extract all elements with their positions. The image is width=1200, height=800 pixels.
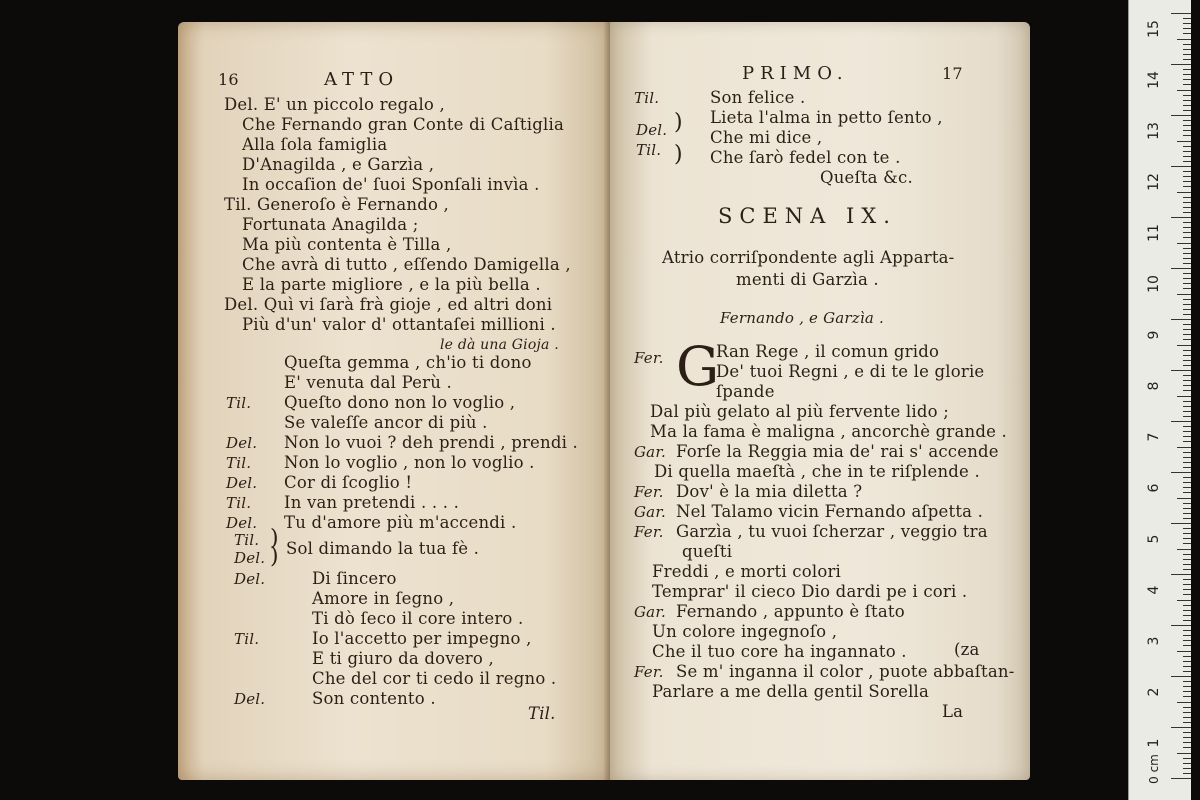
ruler-tick [1183,197,1191,198]
ruler-tick [1177,243,1191,244]
ruler-tick [1177,498,1191,499]
text-line: Del. E' un piccolo regalo , [224,95,445,114]
text-line: Temprar' il cieco Dio dardi pe i cori . [652,582,968,601]
ruler-number: 14 [1146,71,1162,89]
text-line: Ti dò ſeco il core intero . [312,609,524,628]
text-line: Ma la fama è maligna , ancorchè grande . [650,422,1007,441]
speaker-label: Til. [636,141,662,159]
scene-characters: Fernando , e Garzìa . [720,309,884,327]
ruler-tick [1183,33,1191,34]
ruler-tick [1183,212,1191,213]
text-line: Di quella maeſtà , che in te riſplende . [654,462,980,481]
ruler-tick [1183,656,1191,657]
ruler-tick [1183,253,1191,254]
ruler-tick [1171,217,1191,218]
ruler-tick [1183,737,1191,738]
ruler-tick [1183,120,1191,121]
ruler-tick [1177,702,1191,703]
catchword: La [942,702,964,721]
ruler-tick [1183,457,1191,458]
right-page [610,22,1030,780]
ruler-tick [1183,528,1191,529]
ruler-tick [1171,727,1191,728]
scene-setting: menti di Garzìa . [736,270,879,289]
ruler-tick [1171,115,1191,116]
running-header: ATTO [324,69,400,90]
ruler-tick [1171,676,1191,677]
ruler-tick [1183,365,1191,366]
text-line: Più d'un' valor d' ottantaſei millioni . [242,315,556,334]
ruler-tick [1183,59,1191,60]
text-line: Non lo vuoi ? deh prendi , prendi . [284,433,578,452]
ruler-tick [1183,237,1191,238]
text-line: Di ſincero [312,569,397,588]
ruler-tick [1177,396,1191,397]
text-line: Son contento . [312,689,436,708]
ruler-tick [1183,314,1191,315]
text-line: Se valeſſe ancor di più . [284,413,488,432]
ruler-tick [1183,569,1191,570]
ruler-number: 1 [1146,738,1162,748]
ruler-tick [1183,23,1191,24]
text-line: ſpande [716,382,775,401]
ruler-tick [1183,100,1191,101]
ruler-number: 6 [1146,483,1162,493]
ruler-tick [1183,661,1191,662]
ruler-number: 5 [1146,534,1162,544]
text-line: Io l'accetto per impegno , [312,629,532,648]
text-line: Son felice . [710,88,806,107]
ruler-tick [1183,222,1191,223]
text-line: Non lo voglio , non lo voglio . [284,453,535,472]
ruler-tick [1183,350,1191,351]
ruler-tick [1183,329,1191,330]
ruler-tick [1183,773,1191,774]
text-line: Freddi , e morti colori [652,562,842,581]
text-line: Dal più gelato al più fervente lido ; [650,402,949,421]
open-book [178,22,1058,780]
ruler-tick [1183,645,1191,646]
speaker-label: Del. [234,690,266,708]
ruler-tick [1183,130,1191,131]
ruler-tick [1183,696,1191,697]
text-line: De' tuoi Regni , e di te le glorie [716,362,985,381]
ruler-number: 10 [1146,275,1162,293]
ruler-tick [1183,503,1191,504]
ruler-tick [1183,278,1191,279]
ruler-tick [1171,370,1191,371]
text-line: E ti giuro da dovero , [312,649,494,668]
text-line: Fernando , appunto è ſtato [676,602,905,621]
ruler-tick [1171,574,1191,575]
speaker-label: Del. [234,570,266,588]
speaker-label: Til. [226,394,252,412]
ruler-tick [1171,421,1191,422]
ruler-tick [1183,161,1191,162]
ruler-tick [1183,105,1191,106]
ruler-tick [1183,156,1191,157]
text-line: Che del cor ti cedo il regno . [312,669,557,688]
ruler-tick [1171,319,1191,320]
ruler-tick [1183,146,1191,147]
ruler-tick [1183,385,1191,386]
ruler-tick [1171,778,1191,779]
drop-cap: G [676,335,720,398]
ruler-tick [1183,579,1191,580]
text-line: Parlare a me della gentil Sorella [652,682,930,701]
ruler-label: 0 cm [1147,754,1161,784]
text-line: Che il tuo core ha ingannato . [652,642,907,661]
ruler-tick [1183,436,1191,437]
text-line: In occaſion de' ſuoi Sponſali invìa . [242,175,540,194]
ruler-tick [1177,39,1191,40]
ruler-tick [1183,630,1191,631]
ruler-tick [1183,273,1191,274]
ruler-tick [1183,54,1191,55]
speaker-label: Del. [226,474,258,492]
ruler-tick [1183,28,1191,29]
speaker-label: Til. [234,630,260,648]
ruler-tick [1177,345,1191,346]
ruler-tick [1183,135,1191,136]
ruler-tick [1171,268,1191,269]
speaker-label: Fer. [634,523,664,541]
ruler-tick [1183,309,1191,310]
ruler-tick [1183,84,1191,85]
ruler-tick [1183,487,1191,488]
speaker-label: Fer. [634,483,664,501]
ruler-tick [1183,181,1191,182]
ruler-tick [1183,207,1191,208]
measuring-ruler [1128,0,1191,800]
ruler-tick [1183,763,1191,764]
ruler-tick [1183,543,1191,544]
ruler-tick [1183,732,1191,733]
ruler-tick [1177,651,1191,652]
text-line: Tu d'amore più m'accendi . [284,513,517,532]
ruler-tick [1183,717,1191,718]
page-number: 16 [218,70,239,89]
ruler-number: 2 [1146,687,1162,697]
ruler-tick [1171,64,1191,65]
ruler-tick [1183,375,1191,376]
text-line: Til. Generoſo è Fernando , [224,195,449,214]
catchword: Til. [528,704,556,723]
ruler-tick [1183,635,1191,636]
speaker-label: Del. [636,121,668,139]
ruler-tick [1183,666,1191,667]
text-line: E' venuta dal Perù . [284,373,452,392]
ruler-tick [1183,401,1191,402]
ruler-tick [1183,742,1191,743]
text-line: Che mi dice , [710,128,823,147]
ruler-tick [1183,74,1191,75]
ruler-tick [1177,600,1191,601]
ruler-tick [1183,722,1191,723]
ruler-tick [1177,447,1191,448]
text-line: Queſta &c. [820,168,913,187]
left-page [178,22,610,780]
ruler-tick [1177,294,1191,295]
ruler-tick [1183,615,1191,616]
ruler-tick [1183,559,1191,560]
ruler-tick [1183,482,1191,483]
ruler-number: 12 [1146,173,1162,191]
ruler-tick [1183,467,1191,468]
text-line: E la parte migliore , e la più bella . [242,275,541,294]
ruler-tick [1183,380,1191,381]
ruler-number: 9 [1146,330,1162,340]
ruler-tick [1183,263,1191,264]
ruler-tick [1183,288,1191,289]
ruler-tick [1183,610,1191,611]
scene-title: SCENA IX. [718,204,897,228]
ruler-number: 11 [1146,224,1162,242]
ruler-tick [1183,355,1191,356]
ruler-number: 7 [1146,432,1162,442]
ruler-tick [1183,258,1191,259]
speaker-label: Del. [226,514,258,532]
ruler-tick [1183,227,1191,228]
text-line: Alla ſola famiglia [242,135,388,154]
ruler-number: 4 [1146,585,1162,595]
ruler-tick [1183,110,1191,111]
running-header: PRIMO. [742,63,849,84]
speaker-label: Til. [234,531,260,549]
text-line: Amore in ſegno , [312,589,455,608]
ruler-tick [1183,671,1191,672]
ruler-tick [1183,426,1191,427]
ruler-tick [1177,90,1191,91]
speaker-label: Til. [634,89,660,107]
ruler-number: 13 [1146,122,1162,140]
speaker-label: Til. [226,454,252,472]
brace-icon: ) [674,110,683,135]
text-line: Fortunata Anagilda ; [242,215,419,234]
ruler-tick [1183,360,1191,361]
ruler-tick [1183,492,1191,493]
ruler-tick [1183,707,1191,708]
ruler-tick [1183,431,1191,432]
ruler-tick [1183,18,1191,19]
ruler-tick [1183,339,1191,340]
brace-icon: ) [270,544,279,569]
text-line: Che Fernando gran Conte di Caſtiglia [242,115,564,134]
speaker-label: Del. [226,434,258,452]
ruler-tick [1183,44,1191,45]
text-line: Queſta gemma , ch'io ti dono [284,353,532,372]
ruler-tick [1183,125,1191,126]
ruler-tick [1183,691,1191,692]
ruler-tick [1171,166,1191,167]
ruler-tick [1183,518,1191,519]
text-line: Cor di ſcoglio ! [284,473,413,492]
ruler-tick [1183,324,1191,325]
ruler-tick [1183,564,1191,565]
text-line: queſti [682,542,733,561]
ruler-tick [1183,584,1191,585]
ruler-tick [1183,79,1191,80]
text-line: D'Anagilda , e Garzìa , [242,155,435,174]
text-line: Che ſarò fedel con te . [710,148,901,167]
speaker-label: Fer. [634,663,664,681]
ruler-tick [1171,523,1191,524]
text-line: Ran Rege , il comun grido [716,342,940,361]
text-line: Garzìa , tu vuoi ſcherzar , veggio tra [676,522,988,541]
ruler-tick [1183,171,1191,172]
brace-icon: ) [270,526,279,551]
speaker-label: Til. [226,494,252,512]
ruler-tick [1183,589,1191,590]
text-line: Che avrà di tutto , eſſendo Damigella , [242,255,571,274]
scene-setting: Atrio corriſpondente agli Apparta- [662,248,955,267]
ruler-tick [1183,390,1191,391]
ruler-tick [1183,681,1191,682]
text-line: Se m' inganna il color , puote abbaſtan- [676,662,1015,681]
brace-icon: ) [674,142,683,167]
ruler-tick [1183,477,1191,478]
ruler-tick [1171,13,1191,14]
ruler-tick [1183,49,1191,50]
ruler-tick [1177,141,1191,142]
ruler-tick [1183,758,1191,759]
text-line: (za [954,640,980,659]
text-line: Ma più contenta è Tilla , [242,235,452,254]
ruler-tick [1177,549,1191,550]
ruler-number: 8 [1146,381,1162,391]
ruler-tick [1183,202,1191,203]
speaker-label: Del. [234,549,266,567]
ruler-tick [1183,69,1191,70]
ruler-tick [1177,753,1191,754]
ruler-tick [1183,712,1191,713]
ruler-tick [1183,406,1191,407]
ruler-tick [1183,620,1191,621]
speaker-label: Gar. [634,603,667,621]
ruler-tick [1183,441,1191,442]
ruler-tick [1183,411,1191,412]
page-number: 17 [942,64,963,83]
ruler-tick [1183,605,1191,606]
text-line: Lieta l'alma in petto ſento , [710,108,943,127]
ruler-number: 3 [1146,636,1162,646]
ruler-tick [1183,452,1191,453]
ruler-tick [1183,176,1191,177]
ruler-tick [1183,686,1191,687]
text-line: Dov' è la mia diletta ? [676,482,863,501]
speaker-label: Gar. [634,443,667,461]
ruler-tick [1183,768,1191,769]
ruler-tick [1183,640,1191,641]
text-line: Queſto dono non lo voglio , [284,393,516,412]
ruler-tick [1183,299,1191,300]
ruler-tick [1183,304,1191,305]
ruler-tick [1183,95,1191,96]
text-line: Forſe la Reggia mia de' rai s' accende [676,442,999,461]
ruler-tick [1183,186,1191,187]
ruler-tick [1183,513,1191,514]
text-line: Sol dimando la tua fè . [286,539,480,558]
text-line: Un colore ingegnoſo , [652,622,838,641]
ruler-number: 15 [1146,20,1162,38]
ruler-tick [1183,533,1191,534]
ruler-tick [1177,192,1191,193]
ruler-tick [1183,594,1191,595]
ruler-tick [1183,462,1191,463]
ruler-tick [1183,416,1191,417]
ruler-tick [1183,334,1191,335]
ruler-tick [1183,554,1191,555]
ruler-tick [1171,625,1191,626]
stage-direction: le dà una Gioja . [440,337,559,353]
ruler-tick [1183,232,1191,233]
ruler-tick [1183,151,1191,152]
text-line: Nel Talamo vicin Fernando aſpetta . [676,502,984,521]
ruler-tick [1171,472,1191,473]
speaker-label: Fer. [634,349,664,367]
ruler-tick [1183,538,1191,539]
text-line: Del. Quì vi ſarà frà gioje , ed altri doni [224,295,553,314]
ruler-tick [1183,508,1191,509]
ruler-tick [1183,747,1191,748]
ruler-tick [1183,248,1191,249]
text-line: In van pretendi . . . . [284,493,460,512]
speaker-label: Gar. [634,503,667,521]
ruler-tick [1183,283,1191,284]
